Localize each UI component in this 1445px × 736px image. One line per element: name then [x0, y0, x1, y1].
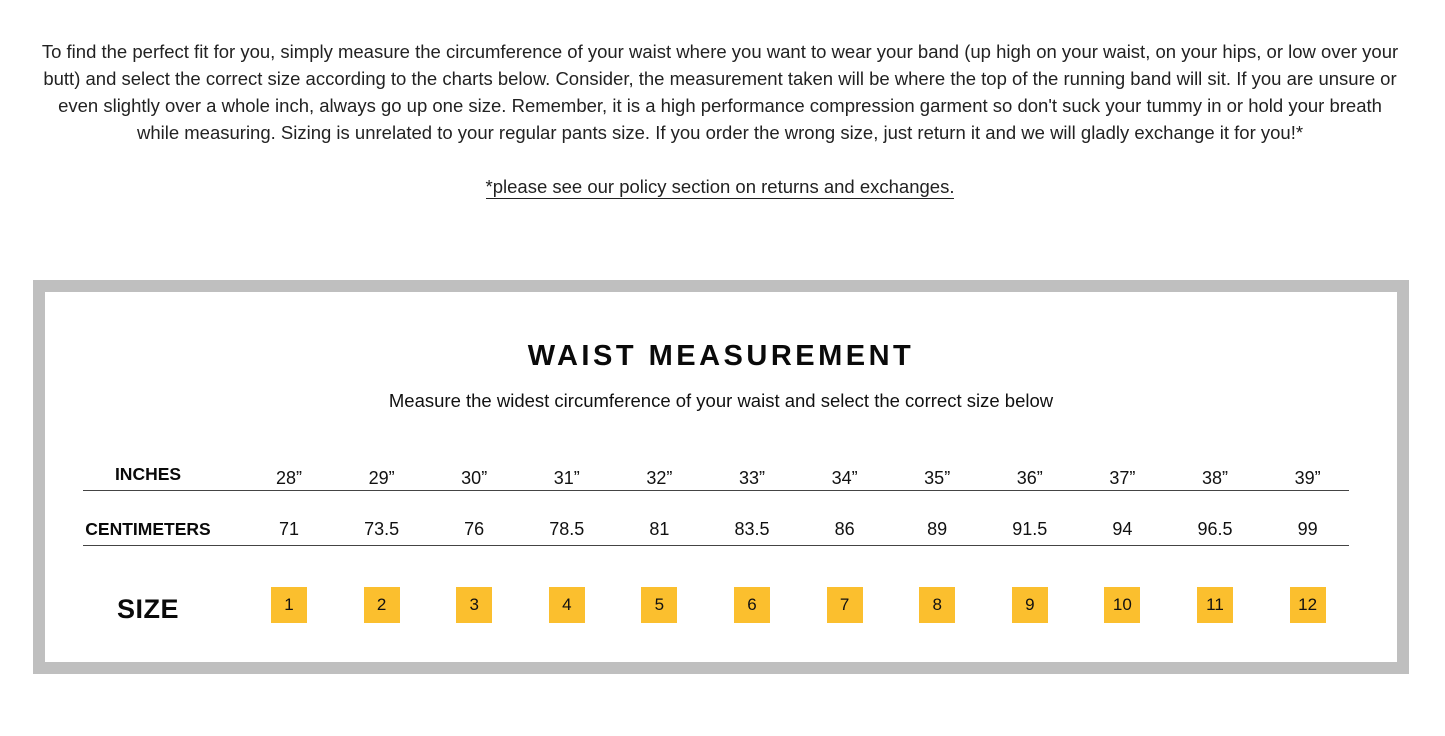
policy-link-container — [0, 173, 1440, 200]
size-row-label: SIZE — [116, 594, 179, 624]
centimeters-cell: 96.5 — [1197, 519, 1233, 539]
size-7-box[interactable]: 7 — [827, 587, 863, 623]
centimeters-cell: 76 — [464, 519, 485, 539]
inches-cell: 32” — [646, 468, 673, 488]
size-12-box[interactable]: 12 — [1290, 587, 1326, 623]
centimeters-cell: 71 — [278, 519, 300, 539]
size-6-box[interactable]: 6 — [734, 587, 770, 623]
size-11-box[interactable]: 11 — [1197, 587, 1233, 623]
centimeters-cell: 86 — [834, 519, 855, 539]
chart-subtitle: Measure the widest circumference of your waist and select the correct size below — [388, 390, 1054, 411]
centimeters-cell: 94 — [1112, 519, 1133, 539]
centimeters-cell: 91.5 — [1012, 519, 1048, 539]
inches-cell: 28” — [275, 468, 302, 488]
centimeters-cell: 89 — [927, 519, 948, 539]
inches-cell: 37” — [1109, 468, 1136, 488]
size-9-box[interactable]: 9 — [1012, 587, 1048, 623]
intro-paragraph: To find the perfect fit for you, simply measure the circumference of your waist where you want to wear your band (up high on your waist, on your hips, or low over your butt) and select the correct size according to the charts below. Consider, the measurement taken will be where the top of the running band will sit. If you are unsure or even slightly over a whole inch, always go up one size. Remember, it is a high performance compression garment so don't suck your tummy in or hold your breath while measuring. Sizing is unrelated to your regular pants size. If you order the wrong size, just return it and we will gladly exchange it for you!* — [41, 41, 1399, 143]
inches-cell: 34” — [831, 468, 858, 488]
centimeters-cell: 78.5 — [549, 519, 585, 539]
inches-cell: 35” — [924, 468, 951, 488]
inches-cell: 29” — [368, 468, 395, 488]
inches-cell: 33” — [738, 468, 765, 488]
returns-policy-link[interactable]: *please see our policy section on returns and exchanges. — [485, 176, 955, 197]
inches-row-label: INCHES — [114, 464, 182, 484]
size-8-box[interactable]: 8 — [919, 587, 955, 623]
size-1-box[interactable]: 1 — [271, 587, 307, 623]
centimeters-cell: 83.5 — [734, 519, 770, 539]
inches-cell: 36” — [1016, 468, 1043, 488]
size-chart — [45, 292, 1397, 662]
size-3-box[interactable]: 3 — [456, 587, 492, 623]
centimeters-cell: 73.5 — [364, 519, 400, 539]
inches-cell: 38” — [1201, 468, 1228, 488]
centimeters-cell: 99 — [1297, 519, 1318, 539]
size-4-box[interactable]: 4 — [549, 587, 585, 623]
size-10-box[interactable]: 10 — [1104, 587, 1140, 623]
size-chart-cells — [45, 292, 1397, 662]
chart-title: WAIST MEASUREMENT — [527, 340, 915, 372]
centimeters-row-label: CENTIMETERS — [85, 519, 211, 539]
inches-cell: 39” — [1294, 468, 1321, 488]
inches-cell: 31” — [553, 468, 580, 488]
inches-cell: 30” — [461, 468, 488, 488]
size-2-box[interactable]: 2 — [364, 587, 400, 623]
size-5-box[interactable]: 5 — [641, 587, 677, 623]
centimeters-cell: 81 — [649, 519, 670, 539]
size-chart-frame — [33, 280, 1409, 674]
